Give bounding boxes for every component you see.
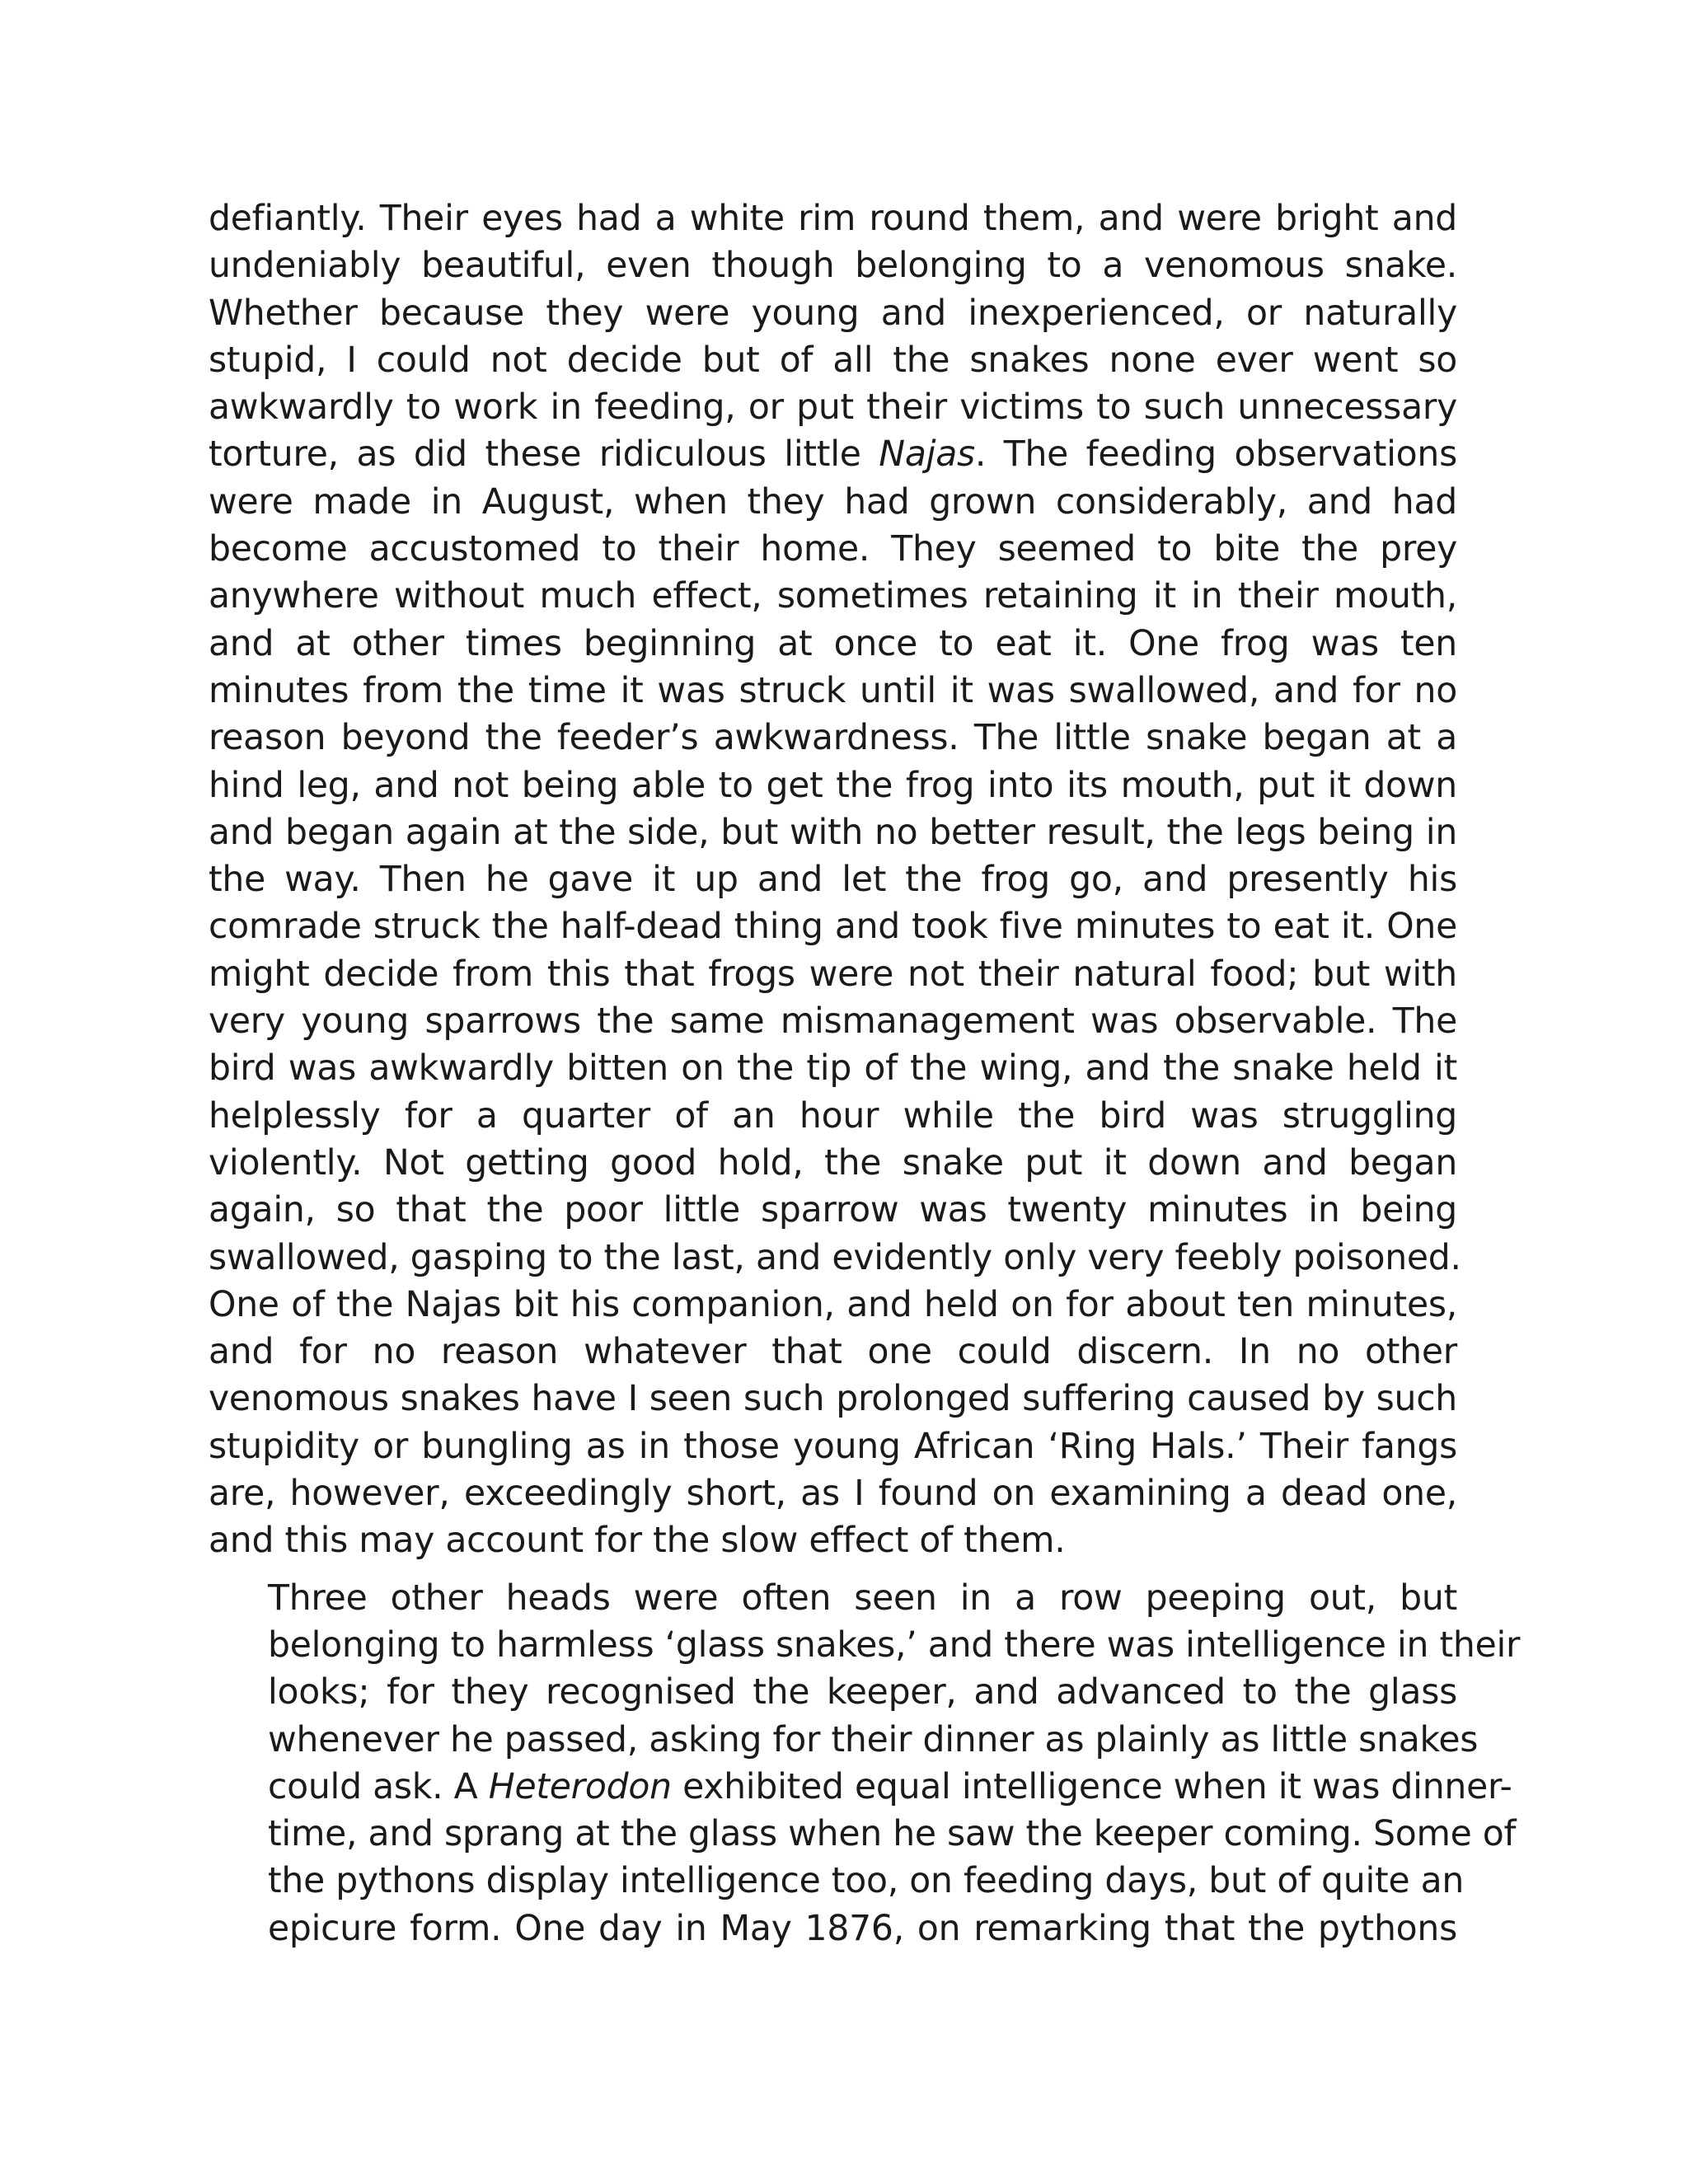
text-line: very young sparrows the same mismanagement was observable. The (209, 1001, 1457, 1043)
book-page (209, 195, 1521, 1952)
text-line: are, however, exceedingly short, as I found on examining a dead one, (209, 1474, 1457, 1515)
text-line: looks; for they recognised the keeper, and advanced to the glass (268, 1672, 1457, 1713)
text-line: become accustomed to their home. They seemed to bite the prey (209, 529, 1457, 570)
text-line: and this may account for the slow effect of them. (209, 1521, 1066, 1562)
text-segment: exhibited equal intelligence when it was dinner- (671, 1766, 1512, 1807)
text-line: venomous snakes have I seen such prolonged suffering caused by such (209, 1379, 1457, 1420)
text-line: bird was awkwardly bitten on the tip of the wing, and the snake held it (209, 1048, 1457, 1090)
text-line: the way. Then he gave it up and let the frog go, and presently his (209, 860, 1457, 901)
text-line: violently. Not getting good hold, the snake put it down and began (209, 1142, 1457, 1183)
paragraph-najas (209, 195, 1461, 1565)
text-line (209, 431, 1457, 478)
text-line: Whether because they were young and inexperienced, or naturally (209, 293, 1457, 334)
text-line: awkwardly to work in feeding, or put their victims to such unnecessary (209, 387, 1457, 429)
text-line: hind leg, and not being able to get the frog into its mouth, put it down (209, 765, 1457, 806)
text-line: undeniably beautiful, even though belonging to a venomous snake. (209, 246, 1457, 287)
text-line: whenever he passed, asking for their dinner as plainly as little snakes (268, 1719, 1479, 1760)
text-segment: torture, as did these ridiculous little (209, 434, 879, 476)
text-line: might decide from this that frogs were not their natural food; but with (209, 954, 1457, 995)
text-line: anywhere without much effect, sometimes retaining it in their mouth, (209, 576, 1457, 617)
text-line: belonging to harmless ‘glass snakes,’ and there was intelligence in their (268, 1624, 1521, 1666)
text-segment: could ask. A (268, 1766, 489, 1807)
text-line: again, so that the poor little sparrow was twenty minutes in being (209, 1190, 1457, 1231)
text-line: minutes from the time it was struck until it was swallowed, and for no (209, 670, 1457, 711)
text-line: reason beyond the feeder’s awkwardness. The little snake began at a (209, 718, 1457, 759)
text-line: time, and sprang at the glass when he saw the keeper coming. Some of (268, 1814, 1517, 1855)
text-line: Three other heads were often seen in a row peeping out, but (268, 1577, 1457, 1619)
text-line: and for no reason whatever that one could discern. In no other (209, 1332, 1457, 1373)
text-line (209, 1764, 1512, 1811)
text-line: the pythons display intelligence too, on feeding days, but of quite an (268, 1861, 1465, 1902)
text-line: helplessly for a quarter of an hour while the bird was struggling (209, 1095, 1457, 1137)
text-line: and at other times beginning at once to eat it. One frog was ten (209, 623, 1457, 664)
text-line: were made in August, when they had grown considerably, and had (209, 481, 1457, 523)
paragraph-glass-snakes (209, 1575, 1521, 1952)
text-line: stupidity or bungling as in those young African ‘Ring Hals.’ Their fangs (209, 1426, 1457, 1467)
text-line: comrade struck the half-dead thing and took five minutes to eat it. One (209, 907, 1457, 948)
text-line: stupid, I could not decide but of all the snakes none ever went so (209, 340, 1457, 381)
text-line: One of the Najas bit his companion, and held on for about ten minutes, (209, 1284, 1457, 1325)
text-line: swallowed, gasping to the last, and evidently only very feebly poisoned. (209, 1237, 1461, 1278)
text-segment: . The feeding observations (974, 434, 1457, 476)
text-segment: Heterodon (488, 1766, 672, 1807)
text-segment: Najas (879, 434, 975, 476)
text-line: defiantly. Their eyes had a white rim round them, and were bright and (209, 199, 1457, 239)
text-line: and began again at the side, but with no better result, the legs being in (209, 812, 1457, 853)
text-line: epicure form. One day in May 1876, on remarking that the pythons (268, 1908, 1457, 1949)
